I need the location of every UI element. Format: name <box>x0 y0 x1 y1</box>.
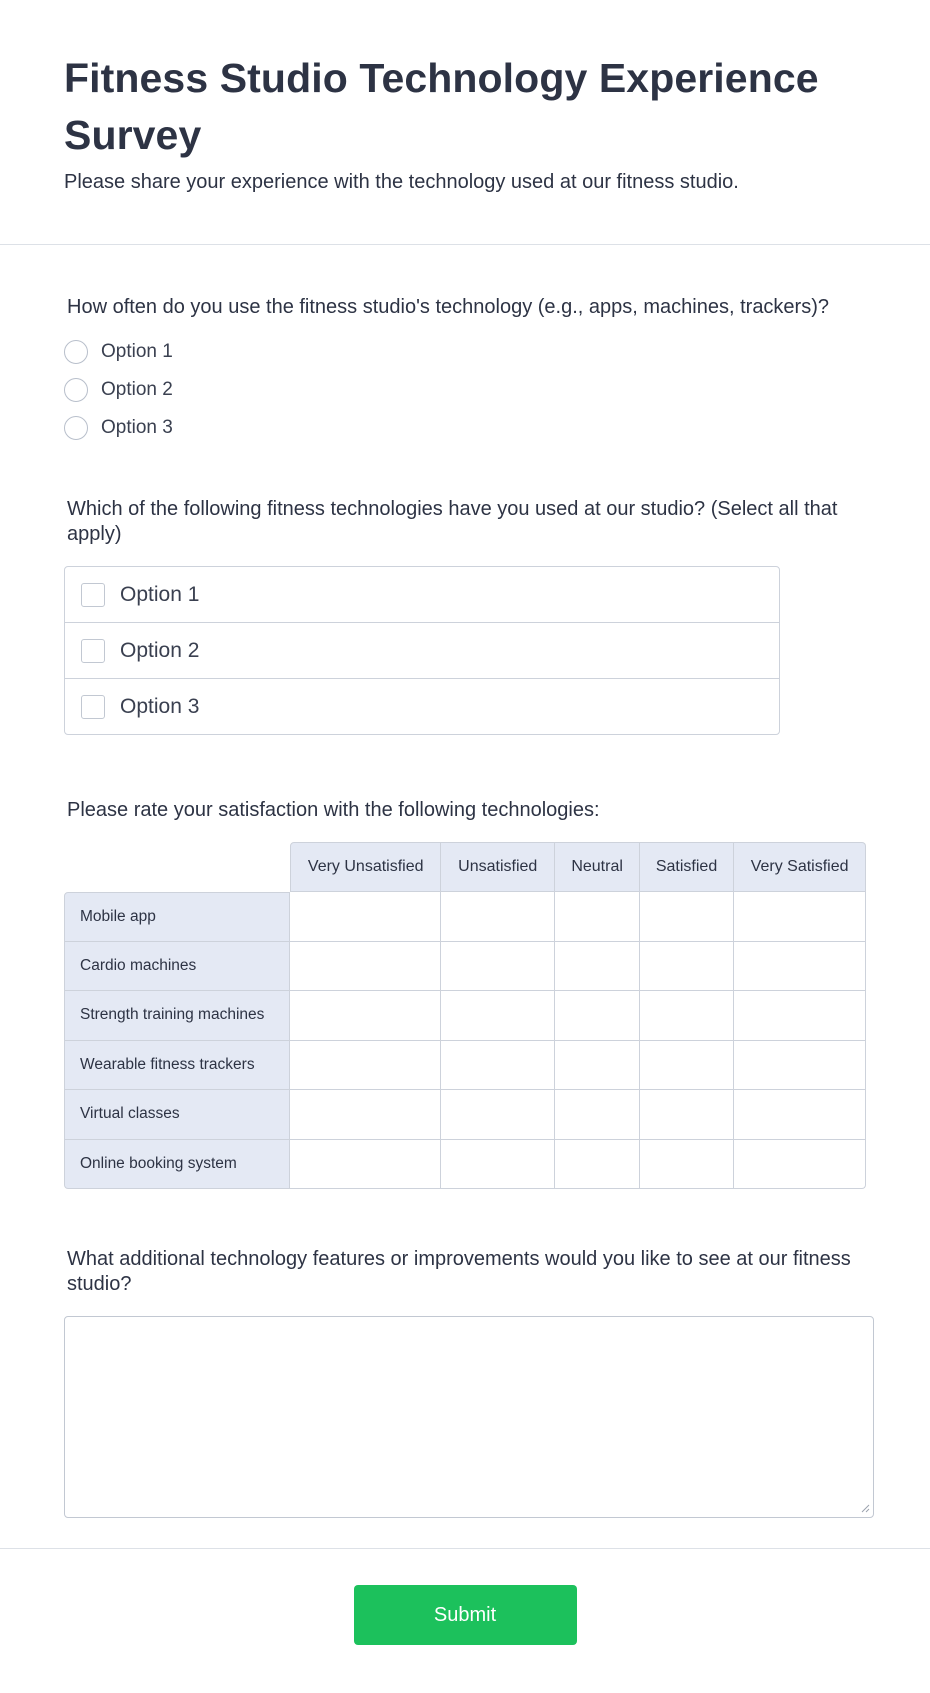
matrix-row-label: Online booking system <box>64 1140 290 1190</box>
matrix-cell[interactable] <box>734 892 866 942</box>
radio-button[interactable] <box>64 416 88 440</box>
submit-button[interactable]: Submit <box>354 1585 577 1645</box>
matrix-cell[interactable] <box>441 1140 555 1190</box>
matrix-row-online-booking <box>64 1140 866 1190</box>
matrix-corner <box>64 842 290 892</box>
checkbox-label: Option 2 <box>120 638 200 662</box>
matrix-cell[interactable] <box>734 1090 866 1140</box>
radio-label: Option 3 <box>101 417 173 438</box>
matrix-column-unsatisfied: Unsatisfied <box>441 842 555 892</box>
checkbox-option-1[interactable] <box>65 567 779 623</box>
matrix-row-label: Mobile app <box>64 892 290 942</box>
matrix-cell[interactable] <box>640 991 734 1041</box>
checkbox[interactable] <box>81 639 105 663</box>
matrix-column-very-unsatisfied: Very Unsatisfied <box>290 842 441 892</box>
matrix-column-very-satisfied: Very Satisfied <box>734 842 866 892</box>
radio-label: Option 2 <box>101 379 173 400</box>
matrix-cell[interactable] <box>555 1041 639 1091</box>
checkbox[interactable] <box>81 695 105 719</box>
matrix-row-label: Strength training machines <box>64 991 290 1041</box>
question-text: What additional technology features or improvements would you like to see at our fitness studio? <box>67 1248 851 1295</box>
checkbox-option-2[interactable] <box>65 623 779 679</box>
radio-label: Option 1 <box>101 341 173 362</box>
checkbox-label: Option 3 <box>120 694 200 718</box>
radio-button[interactable] <box>64 340 88 364</box>
improvements-textarea[interactable] <box>64 1316 874 1518</box>
matrix-column-satisfied: Satisfied <box>640 842 734 892</box>
matrix-row-label: Virtual classes <box>64 1090 290 1140</box>
matrix-cell[interactable] <box>555 991 639 1041</box>
matrix-row-wearable-trackers <box>64 1041 866 1091</box>
matrix-cell[interactable] <box>640 1090 734 1140</box>
page-subtitle: Please share your experience with the technology used at our fitness studio. <box>64 171 739 193</box>
matrix-cell[interactable] <box>734 942 866 992</box>
question-satisfaction-matrix <box>64 798 866 1189</box>
matrix-row-mobile-app <box>64 892 866 942</box>
radio-option-2[interactable] <box>64 371 866 409</box>
matrix-cell[interactable] <box>734 1140 866 1190</box>
question-text: How often do you use the fitness studio's technology (e.g., apps, machines, trackers)? <box>67 296 830 318</box>
question-text: Please rate your satisfaction with the following technologies: <box>67 799 600 821</box>
matrix-cell[interactable] <box>555 1090 639 1140</box>
question-frequency <box>64 295 866 447</box>
checkbox[interactable] <box>81 583 105 607</box>
question-text: Which of the following fitness technologies have you used at our studio? (Select all that apply) <box>67 498 838 545</box>
radio-group <box>64 333 866 447</box>
radio-option-1[interactable] <box>64 333 866 371</box>
checkbox-group <box>64 566 780 735</box>
matrix-cell[interactable] <box>734 1041 866 1091</box>
matrix-row-strength-machines <box>64 991 866 1041</box>
matrix-column-neutral: Neutral <box>555 842 639 892</box>
matrix-cell[interactable] <box>555 942 639 992</box>
matrix-cell[interactable] <box>290 1140 441 1190</box>
matrix-cell[interactable] <box>441 942 555 992</box>
matrix-cell[interactable] <box>640 892 734 942</box>
matrix-cell[interactable] <box>555 892 639 942</box>
matrix-row-cardio-machines <box>64 942 866 992</box>
matrix-cell[interactable] <box>290 991 441 1041</box>
checkbox-label: Option 1 <box>120 582 200 606</box>
matrix-cell[interactable] <box>441 991 555 1041</box>
survey-body <box>0 295 930 1518</box>
matrix-cell[interactable] <box>290 1090 441 1140</box>
matrix-cell[interactable] <box>441 892 555 942</box>
matrix-cell[interactable] <box>640 1140 734 1190</box>
matrix-cell[interactable] <box>441 1041 555 1091</box>
matrix-cell[interactable] <box>290 892 441 942</box>
matrix-row-virtual-classes <box>64 1090 866 1140</box>
matrix-cell[interactable] <box>734 991 866 1041</box>
page-title: Fitness Studio Technology Experience Survey <box>64 55 819 158</box>
matrix-row-label: Wearable fitness trackers <box>64 1041 290 1091</box>
survey-footer <box>0 1548 930 1693</box>
question-technologies-used <box>64 497 866 735</box>
matrix-cell[interactable] <box>441 1090 555 1140</box>
matrix-cell[interactable] <box>640 1041 734 1091</box>
matrix-cell[interactable] <box>555 1140 639 1190</box>
radio-option-3[interactable] <box>64 409 866 447</box>
textarea-wrapper <box>64 1316 874 1518</box>
matrix-row-label: Cardio machines <box>64 942 290 992</box>
checkbox-option-3[interactable] <box>65 679 779 734</box>
question-improvements <box>64 1247 866 1518</box>
survey-header <box>0 0 930 245</box>
matrix-cell[interactable] <box>290 942 441 992</box>
matrix-cell[interactable] <box>290 1041 441 1091</box>
rating-matrix <box>64 842 866 1189</box>
radio-button[interactable] <box>64 378 88 402</box>
resize-grip-icon[interactable] <box>861 1504 870 1513</box>
matrix-cell[interactable] <box>640 942 734 992</box>
